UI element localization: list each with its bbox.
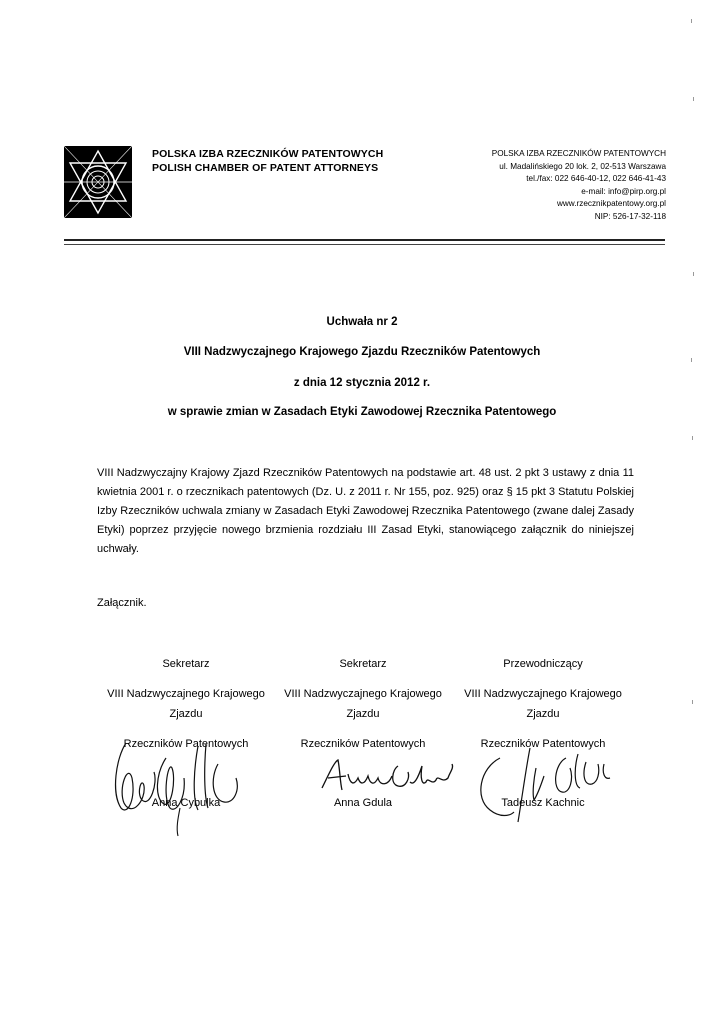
header-divider (64, 239, 665, 241)
contact-website: www.rzecznikpatentowy.org.pl (556, 199, 666, 209)
scan-speck (691, 358, 692, 362)
contact-address: ul. Madalińskiego 20 lok. 2, 02-513 Warszawa (499, 161, 666, 171)
contact-email: e-mail: info@pirp.org.pl (581, 186, 666, 196)
attachment-label: Załącznik. (97, 597, 147, 609)
resolution-text: VIII Nadzwyczajny Krajowy Zjazd Rzeczników Patentowych na podstawie art. 48 ust. 2 pkt 3 ustawy z dnia 11 kwietnia 2001 r. o rzecznikach patentowych (Dz. U. z 2011 r. Nr 155, poz. 925) oraz § 15 pkt 3 Statutu Polskiej Izby Rzeczników uchwala zmiany w Zasadach Etyki Zawodowej Rzecznika Patentowego (zwane dalej Zasady Etyki) poprzez przyjęcie nowego brzmienia rozdziału III Zasad Etyki, stanowiącego załącznik do niniejszej uchwały. (97, 467, 634, 555)
signatory-line: VIII Nadzwyczajnego Krajowego (464, 688, 622, 700)
header-divider-thin (64, 244, 665, 245)
signatory-role: Sekretarz (162, 658, 210, 670)
scan-speck (691, 19, 692, 23)
organization-name (152, 147, 383, 175)
org-name-polish: POLSKA IZBA RZECZNIKÓW PATENTOWYCH (152, 148, 384, 160)
contact-org: POLSKA IZBA RZECZNIKÓW PATENTOWYCH (491, 149, 666, 158)
scan-speck (692, 700, 693, 704)
signatory-line: Zjazdu (526, 708, 560, 720)
scan-speck (693, 97, 694, 101)
signatory-line: Rzeczników Patentowych (480, 738, 606, 750)
signatory-name: Anna Cybulka (151, 797, 221, 809)
handwritten-signature-icon (106, 738, 266, 843)
chamber-logo-icon (64, 146, 132, 218)
resolution-subject: w sprawie zmian w Zasadach Etyki Zawodowej Rzecznika Patentowego (167, 406, 557, 418)
signatory-line: Zjazdu (169, 708, 203, 720)
resolution-title: Uchwała nr 2 (326, 316, 398, 328)
signatory-name: Tadeusz Kachnic (501, 797, 585, 809)
signatory-name: Anna Gdula (333, 797, 393, 809)
handwritten-signature-icon (470, 738, 620, 833)
signatory-line: Rzeczników Patentowych (123, 738, 249, 750)
signatory-line: VIII Nadzwyczajnego Krajowego (284, 688, 442, 700)
contact-block (492, 148, 666, 224)
resolution-body-name: VIII Nadzwyczajnego Krajowego Zjazdu Rzeczników Patentowych (183, 346, 541, 358)
signatory-role: Przewodniczący (503, 658, 583, 670)
contact-phone: tel./fax: 022 646-40-12, 022 646-41-43 (526, 174, 666, 184)
signatory-line: VIII Nadzwyczajnego Krajowego (107, 688, 265, 700)
signatory-line: Rzeczników Patentowych (300, 738, 426, 750)
org-name-english: POLISH CHAMBER OF PATENT ATTORNEYS (152, 162, 379, 174)
scan-speck (693, 272, 694, 276)
resolution-date: z dnia 12 stycznia 2012 r. (293, 377, 431, 389)
contact-nip: NIP: 526-17-32-118 (594, 211, 666, 221)
signatory-line: Zjazdu (346, 708, 380, 720)
scan-speck (692, 436, 693, 440)
handwritten-signature-icon (318, 756, 458, 801)
signatory-role: Sekretarz (339, 658, 387, 670)
